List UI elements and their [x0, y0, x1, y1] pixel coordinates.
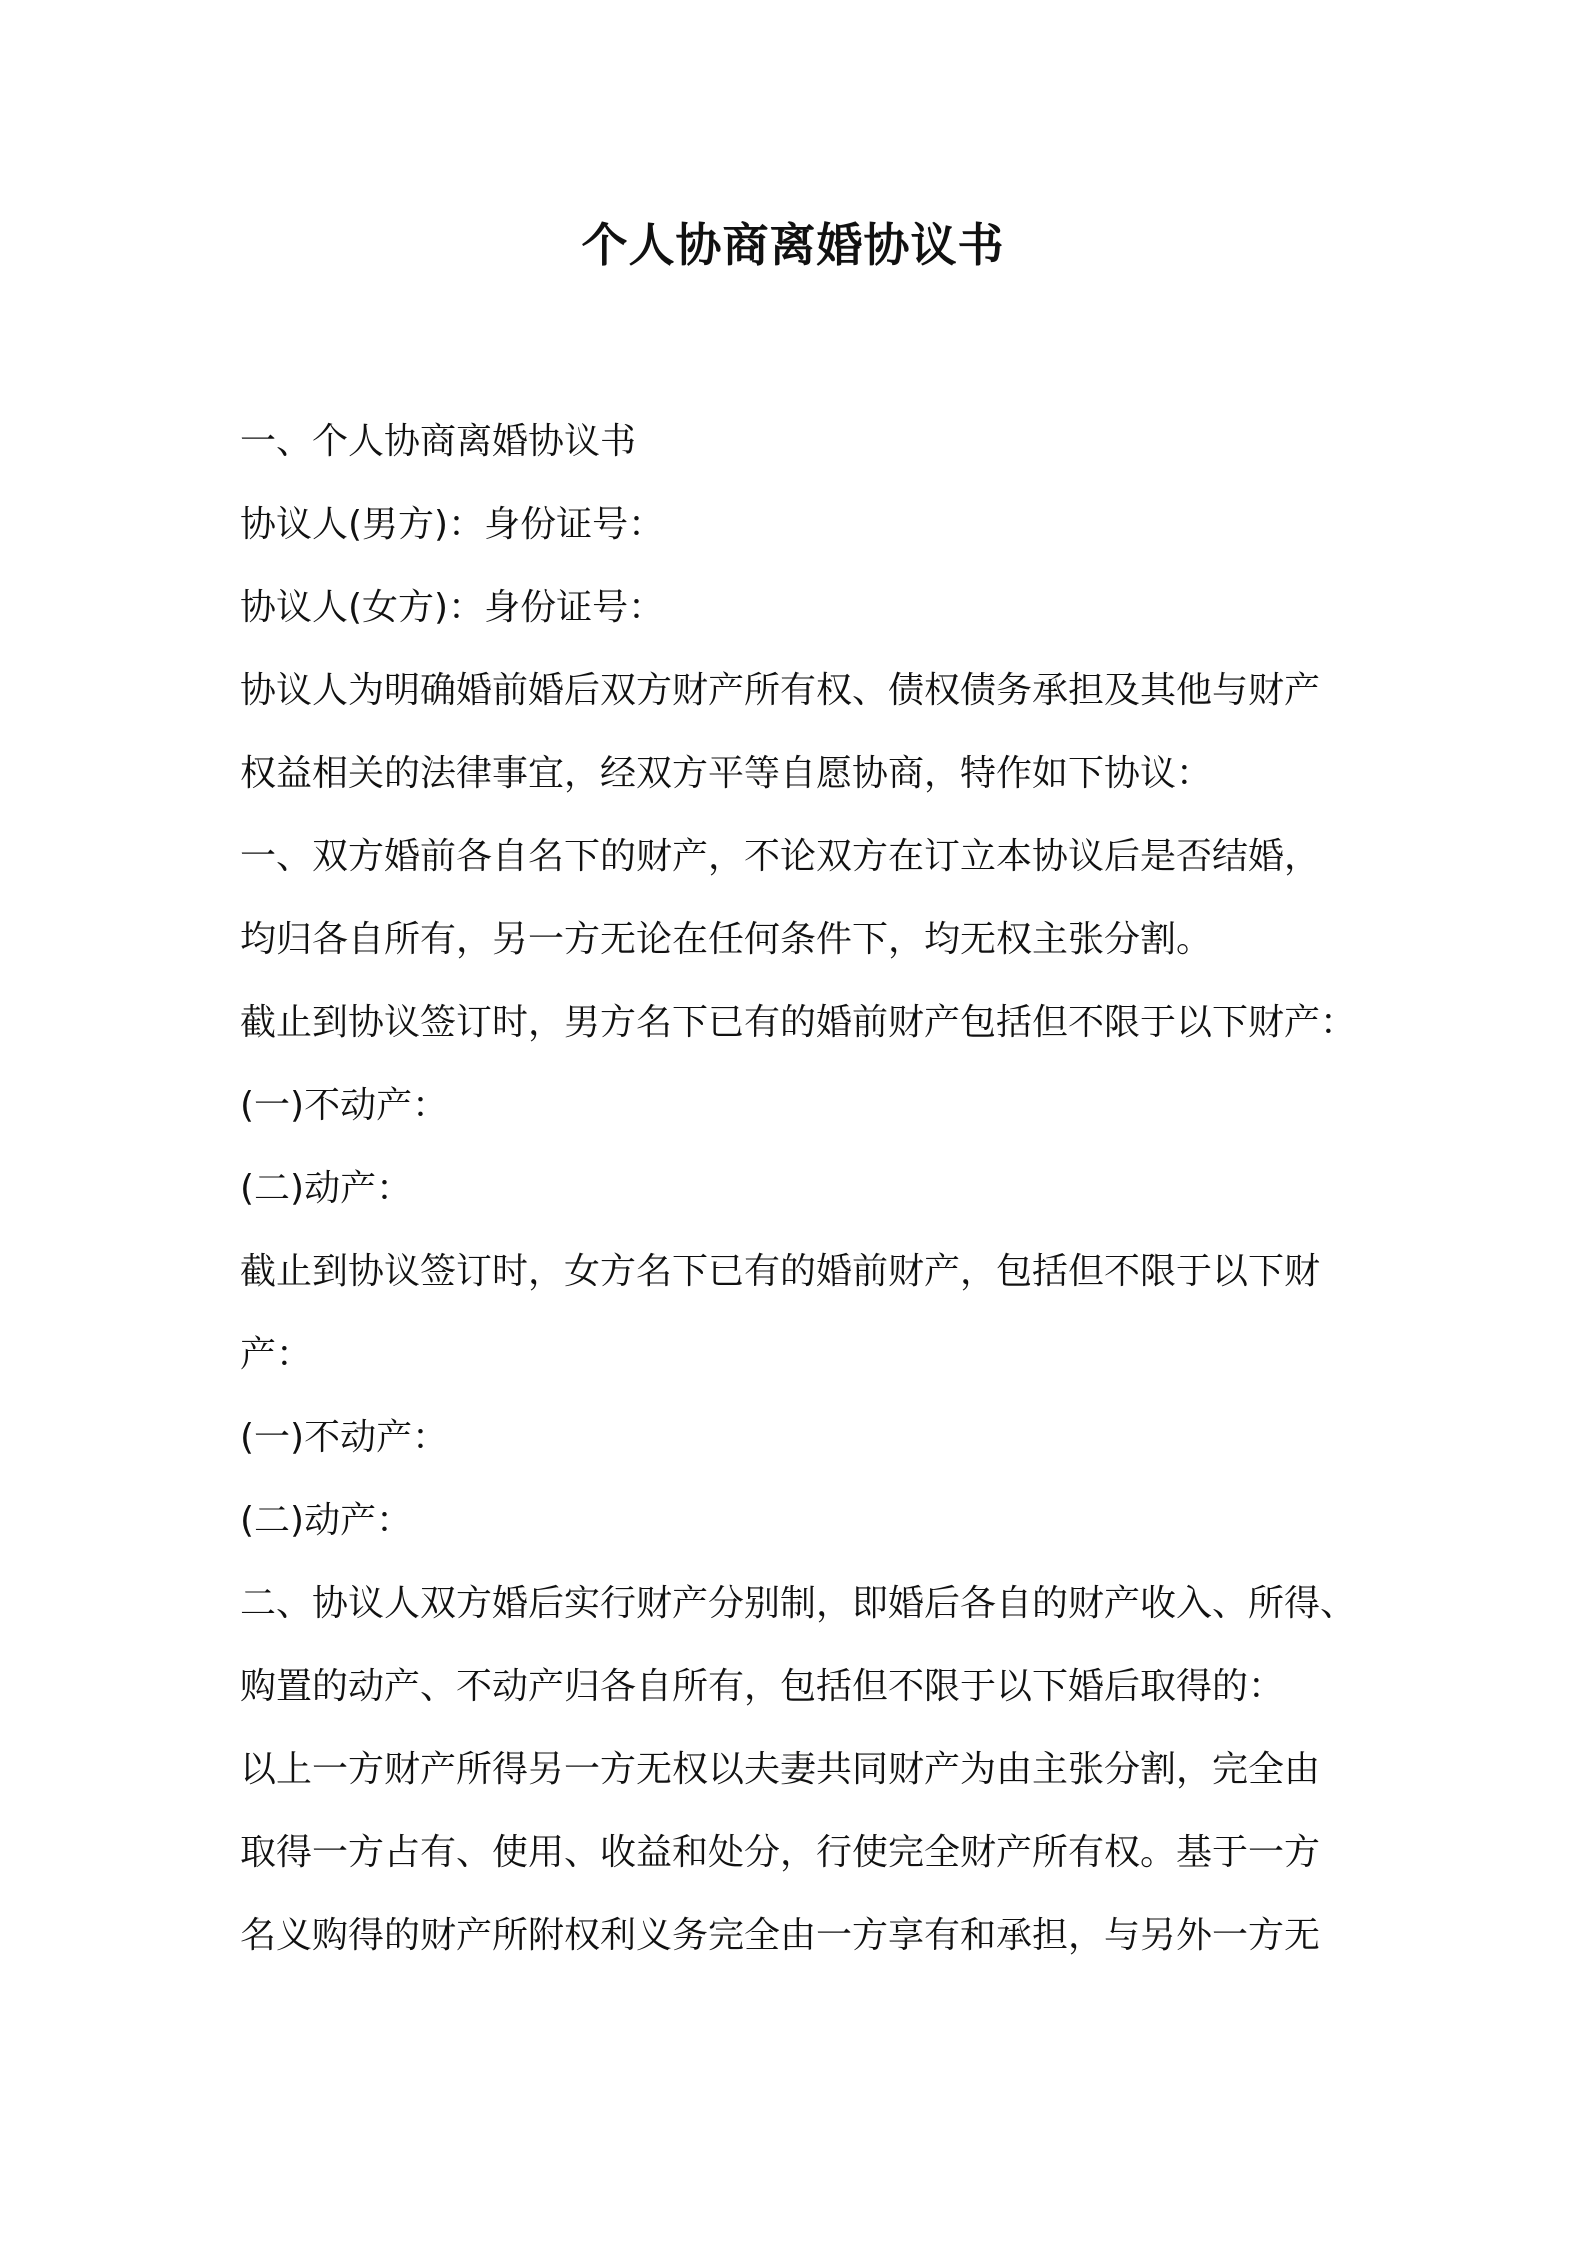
female-movable-item: (二)动产：	[240, 1500, 413, 1541]
clause-line: 均归各自所有，另一方无论在任何条件下，均无权主张分割。	[240, 919, 1213, 960]
clause-line: 一、双方婚前各自名下的财产，不论双方在订立本协议后是否结婚，	[240, 836, 1321, 877]
party-male-line: 协议人(男方)：身份证号：	[240, 504, 665, 545]
clause-line: 以上一方财产所得另一方无权以夫妻共同财产为由主张分割，完全由	[240, 1749, 1321, 1790]
male-property-intro: 截止到协议签订时，男方名下已有的婚前财产包括但不限于以下财产：	[240, 1002, 1357, 1043]
male-real-estate-item: (一)不动产：	[240, 1085, 449, 1126]
clause-line: 名义购得的财产所附权利义务完全由一方享有和承担，与另外一方无	[240, 1915, 1321, 1956]
male-movable-item: (二)动产：	[240, 1168, 413, 1209]
preamble-line: 协议人为明确婚前婚后双方财产所有权、债权债务承担及其他与财产	[240, 670, 1321, 711]
clause-line: 取得一方占有、使用、收益和处分，行使完全财产所有权。基于一方	[240, 1832, 1321, 1873]
party-female-line: 协议人(女方)：身份证号：	[240, 587, 665, 628]
section-heading: 一、个人协商离婚协议书	[240, 421, 637, 462]
clause-line: 二、协议人双方婚后实行财产分别制，即婚后各自的财产收入、所得、	[240, 1583, 1357, 1624]
female-property-intro: 截止到协议签订时，女方名下已有的婚前财产，包括但不限于以下财	[240, 1251, 1321, 1292]
female-real-estate-item: (一)不动产：	[240, 1417, 449, 1458]
female-property-intro: 产：	[240, 1334, 313, 1375]
clause-line: 购置的动产、不动产归各自所有，包括但不限于以下婚后取得的：	[240, 1666, 1285, 1707]
preamble-line: 权益相关的法律事宜，经双方平等自愿协商，特作如下协议：	[240, 753, 1213, 794]
document-body	[240, 400, 1380, 1977]
document-title: 个人协商离婚协议书	[581, 218, 1005, 272]
